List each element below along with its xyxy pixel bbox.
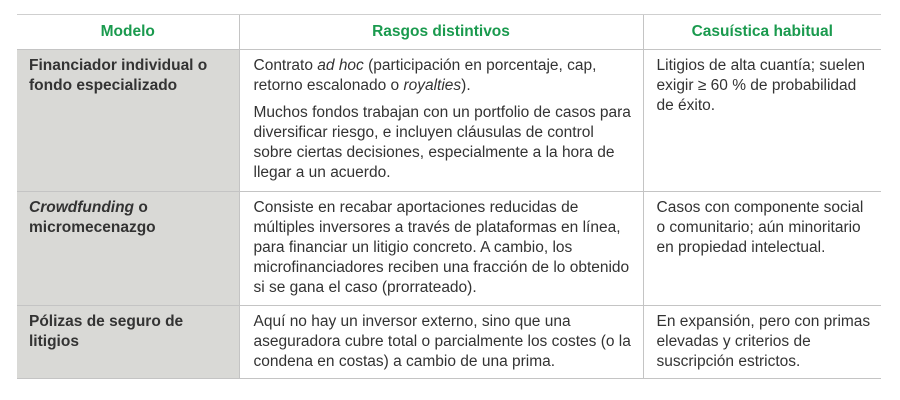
row-model-cell (17, 306, 239, 379)
table-row (17, 306, 881, 379)
features-paragraph (254, 312, 633, 372)
row-model-cell (17, 192, 239, 306)
table-header-row (17, 15, 881, 50)
model-name: Pólizas de seguro de litigios (29, 313, 184, 350)
model-name-italic: Crowdfunding (29, 199, 135, 216)
text-segment: Contrato (253, 57, 318, 74)
row-cases-cell: Litigios de alta cuantía; suelen exigir ≥ 60 % de probabilidad de éxito. (643, 50, 881, 192)
header-model: Modelo (17, 15, 239, 50)
row-cases-cell: Casos con componente social o comunitario; aún minoritario en propiedad intelectual. (643, 192, 881, 306)
model-name: o micromecenazgo (29, 199, 156, 236)
table-row (17, 192, 881, 306)
text-segment: Consiste en recabar aportaciones reducidas de múltiples inversores a través de plataformas en línea, para financiar un litigio concreto. A cambio, los microfinanciadores reciben una fracción de lo obtenido si se gana el caso (prorrateado). (253, 199, 630, 296)
row-features-cell (239, 192, 643, 306)
features-paragraph (254, 56, 633, 96)
features-paragraph (254, 198, 633, 298)
text-segment-italic: ad hoc (317, 57, 364, 74)
model-name: Financiador individual o fondo especializado (29, 57, 208, 94)
text-segment: Muchos fondos trabajan con un portfolio de casos para diversificar riesgo, e incluyen cláusulas de control sobre ciertas decisiones, especialmente a la hora de llegar a un acuerdo. (253, 104, 631, 181)
row-features-cell (239, 306, 643, 379)
row-cases-cell: En expansión, pero con primas elevadas y criterios de suscripción estrictos. (643, 306, 881, 379)
header-features: Rasgos distintivos (239, 15, 643, 50)
table-row (17, 50, 881, 192)
text-segment: (participación en porcentaje, cap, retorno escalonado o (253, 57, 597, 94)
header-cases: Casuística habitual (643, 15, 881, 50)
features-paragraph (254, 103, 633, 183)
row-model-cell (17, 50, 239, 192)
text-segment-italic: royalties (403, 77, 462, 94)
text-segment: Aquí no hay un inversor externo, sino que una aseguradora cubre total o parcialmente los costes (o la condena en costas) a cambio de una prima. (253, 313, 631, 370)
text-segment: ). (461, 77, 471, 94)
row-features-cell (239, 50, 643, 192)
comparison-table (17, 14, 881, 379)
